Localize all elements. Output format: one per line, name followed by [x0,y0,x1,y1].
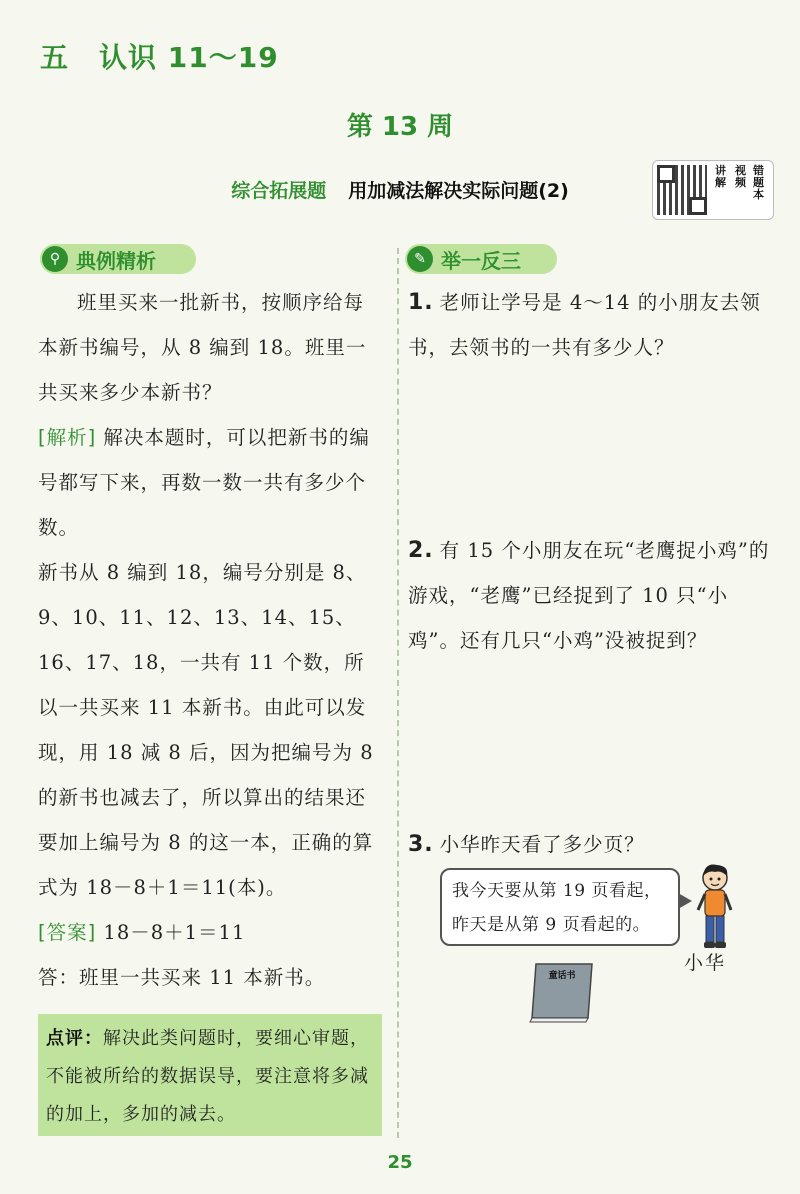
qr-label-video: 视频 [735,164,746,189]
book-title: 童话书 [548,971,576,981]
question-2-text: 有 15 个小朋友在玩“老鹰捉小鸡”的游戏，“老鹰”已经捉到了 10 只“小鸡”。还有几只“小鸡”没被捉到？ [408,539,770,652]
boy-illustration [695,862,735,952]
question-2-number: 2. [408,538,434,563]
example-tag-label: 典例精析 [76,248,156,273]
comment-label: 点评： [46,1028,103,1049]
boy-name: 小华 [684,952,727,974]
example-content [38,280,383,1000]
question-1 [408,280,778,370]
question-3-number: 3. [408,832,434,857]
speech-line-1: 我今天要从第 19 页看起， [452,881,662,901]
chapter-title: 认识 11～19 [99,41,279,74]
answer-tag: [答案] [38,921,97,944]
question-2 [408,528,778,663]
practice-tag-label: 举一反三 [441,248,521,273]
pencil-icon: ✎ [407,246,433,272]
answer-paragraph [38,910,383,955]
answer-formula: 18－8＋1＝11 [103,921,246,944]
chapter-number: 五 [40,41,70,74]
column-divider [397,248,399,1138]
example-problem: 班里买来一批新书，按顺序给每本新书编号，从 8 编到 18。班里一共买来多少本新书？ [38,291,367,404]
week-title: 第 13 周 [346,112,454,142]
storybook-illustration [522,960,602,1024]
question-3 [408,822,778,867]
speech-bubble [440,868,680,946]
speech-line-2: 昨天是从第 9 页看起的。 [452,915,651,935]
practice-tag [405,244,557,274]
section-topic: 用加减法解决实际问题(2) [348,180,569,202]
qr-label-lecture: 讲解 [715,164,726,189]
comment-text: 解决此类问题时，要细心审题，不能被所给的数据误导，要注意将多减的加上，多加的减去。 [46,1028,369,1125]
question-1-number: 1. [408,290,434,315]
analysis-tag: [解析] [38,426,97,449]
analysis-paragraph [38,415,383,550]
magnifier-icon: ⚲ [42,246,68,272]
speech-bubble-tail [678,893,692,909]
analysis-detail: 新书从 8 编到 18，编号分别是 8、9、10、11、12、13、14、15、16、17、18，一共有 11 个数，所以一共买来 11 本新书。由此可以发现，用 18 减 8 后，因为把编号为 8 的新书也减去了，所以算出的结果还要加上编号为 8 的这一本，正确的算式为 18－8＋1＝11(本)。 [38,561,374,899]
answer-text: 答：班里一共买来 11 本新书。 [38,966,326,989]
qr-label-mistakes: 错题本 [753,164,764,201]
chapter-heading [40,36,279,76]
qr-code-icon[interactable] [657,165,707,215]
comment-box [38,1014,382,1136]
analysis-text-1: 解决本题时，可以把新书的编号都写下来，再数一数一共有多少个数。 [38,426,370,539]
example-tag [40,244,196,274]
question-1-text: 老师让学号是 4～14 的小朋友去领书，去领书的一共有多少人？ [408,291,761,359]
page-number: 25 [387,1152,413,1173]
section-lead: 综合拓展题 [231,180,327,202]
qr-code-panel[interactable] [652,160,774,220]
question-3-text: 小华昨天看了多少页？ [439,833,645,856]
